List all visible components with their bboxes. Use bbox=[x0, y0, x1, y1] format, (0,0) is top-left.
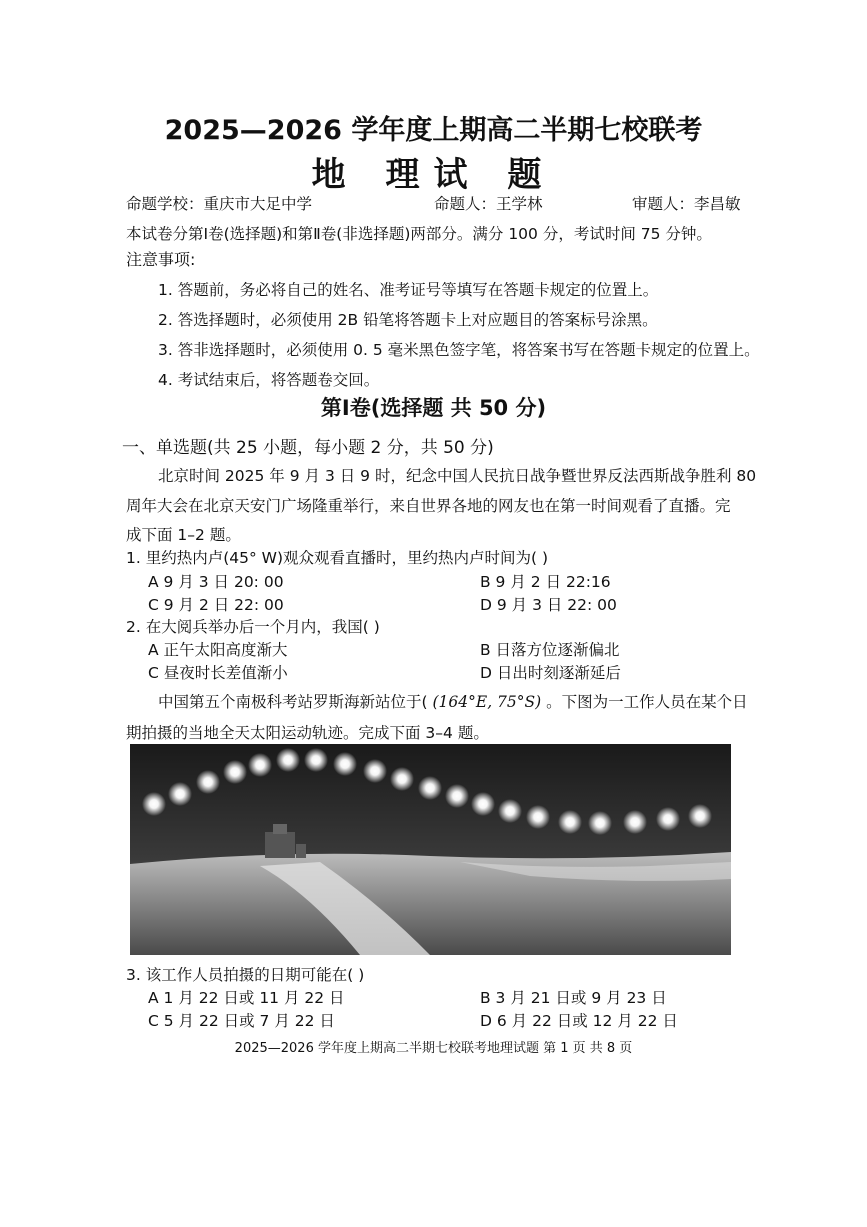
question-2-stem: 2. 在大阅兵举办后一个月内，我国( ) bbox=[126, 618, 380, 636]
passage2-text-pre: 中国第五个南极科考站罗斯海新站位于( bbox=[158, 693, 428, 711]
exam-intro: 本试卷分第Ⅰ卷(选择题)和第Ⅱ卷(非选择题)两部分。满分 100 分，考试时间 75 分钟。 bbox=[126, 225, 712, 243]
passage2-coordinate: (164°E, 75°S) bbox=[432, 693, 542, 711]
question-3-option-b: B 3 月 21 日或 9 月 23 日 bbox=[480, 989, 667, 1007]
question-2-option-c: C 昼夜时长差值渐小 bbox=[148, 664, 288, 682]
question-3-option-a: A 1 月 22 日或 11 月 22 日 bbox=[148, 989, 345, 1007]
question-3-stem: 3. 该工作人员拍摄的日期可能在( ) bbox=[126, 966, 365, 984]
page-footer: 2025—2026 学年度上期高二半期七校联考地理试题 第 1 页 共 8 页 bbox=[234, 1041, 633, 1056]
author-label: 命题人：王学林 bbox=[434, 195, 543, 213]
passage2-line2: 期拍摄的当地全天太阳运动轨迹。完成下面 3–4 题。 bbox=[126, 724, 489, 742]
question-2-option-a: A 正午太阳高度渐大 bbox=[148, 641, 288, 659]
exam-title: 2025—2026 学年度上期高二半期七校联考 bbox=[164, 115, 703, 146]
notice-item-1: 1. 答题前，务必将自己的姓名、准考证号等填写在答题卡规定的位置上。 bbox=[158, 281, 659, 299]
notice-item-3: 3. 答非选择题时，必须使用 0. 5 毫米黑色签字笔，将答案书写在答题卡规定的位置上。 bbox=[158, 341, 760, 359]
question-1-option-c: C 9 月 2 日 22: 00 bbox=[148, 596, 284, 614]
notice-item-4: 4. 考试结束后，将答题卷交回。 bbox=[158, 371, 380, 389]
passage1-line2: 周年大会在北京天安门广场隆重举行，来自世界各地的网友也在第一时间观看了直播。完 bbox=[126, 497, 731, 515]
question-1-stem: 1. 里约热内卢(45° W)观众观看直播时，里约热内卢时间为( ) bbox=[126, 549, 549, 567]
reviewer-label: 审题人：李昌敏 bbox=[632, 195, 741, 213]
passage1-line1: 北京时间 2025 年 9 月 3 日 9 时，纪念中国人民抗日战争暨世界反法西斯战争胜利 80 bbox=[158, 467, 757, 485]
school-label: 命题学校：重庆市大足中学 bbox=[126, 195, 313, 213]
question-1-option-b: B 9 月 2 日 22:16 bbox=[480, 573, 611, 591]
passage1-line3: 成下面 1–2 题。 bbox=[126, 526, 241, 544]
notice-item-2: 2. 答选择题时，必须使用 2B 铅笔将答题卡上对应题目的答案标号涂黑。 bbox=[158, 311, 658, 329]
passage2-line1 bbox=[158, 690, 748, 712]
section1-title: 一、单选题(共 25 小题，每小题 2 分，共 50 分) bbox=[122, 438, 494, 458]
passage2-text-post: 。下图为一工作人员在某个日 bbox=[546, 693, 748, 711]
question-3-option-d: D 6 月 22 日或 12 月 22 日 bbox=[480, 1012, 678, 1030]
antarctic-sun-trail-photo bbox=[130, 744, 731, 955]
question-1-option-d: D 9 月 3 日 22: 00 bbox=[480, 596, 617, 614]
exam-subject: 地 理试 题 bbox=[311, 155, 556, 195]
sun-trail-illustration bbox=[130, 744, 731, 955]
part1-title: 第Ⅰ卷(选择题 共 50 分) bbox=[320, 396, 547, 420]
question-2-option-b: B 日落方位逐渐偏北 bbox=[480, 641, 620, 659]
question-2-option-d: D 日出时刻逐渐延后 bbox=[480, 664, 621, 682]
notice-title: 注意事项: bbox=[126, 250, 196, 269]
question-1-option-a: A 9 月 3 日 20: 00 bbox=[148, 573, 284, 591]
question-3-option-c: C 5 月 22 日或 7 月 22 日 bbox=[148, 1012, 335, 1030]
